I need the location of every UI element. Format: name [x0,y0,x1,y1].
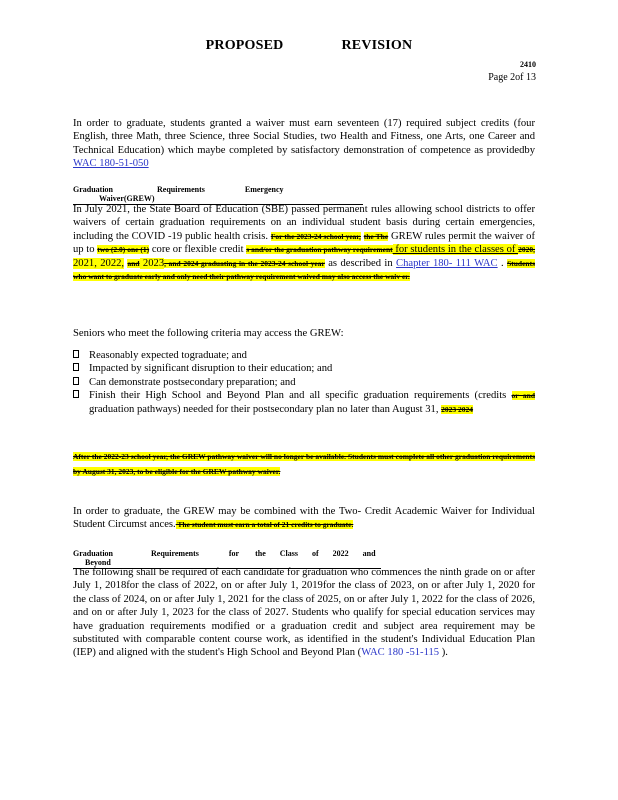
text-run: The following shall be required of each candidate for graduation who commences the ninth grade on or after July 1, 2018for the class of 2022, on or after July 1, 2019for the class of 2023, on or after July 1, 2020 for the class of 2024, on or after July 1, 2021 for the class of 2025, on or after July 1, 2022 for the class of 2026, and on or after July 1, 2023 for the class of 2027. Students who qualify for special education services may have graduation requirements modified or a graduation credit and subject area requirement may be substituted with comparable content course work, as identified in the student's Individual Education Plan (IEP) and aligned with the student's High School and Beyond Plan ( [73,567,535,659]
text-run: 2023 [139,257,165,269]
bullet-icon [73,363,79,371]
text-run: In order to graduate, the GREW may be combined with the Two- Credit Academic Waiver for Individual Student Circumst ances. [73,506,535,531]
list-item [73,389,535,416]
heading-word: of [312,549,319,558]
deleted-text: s and/or the graduation pathway requirement [246,245,393,255]
list-item-text: Impacted by significant disruption to their education; and [89,363,333,375]
heading-word: 2022 [332,549,349,558]
list-item [73,362,535,375]
list-item [73,349,535,362]
inserted-text: For the 2023-24 school year, [270,231,361,241]
paragraph-seniors-criteria: Seniors who meet the following criteria may access the GREW: [73,328,344,339]
deleted-text: After the 2022-23 school year, the GREW pathway waiver will no longer be available. Students must complete all other graduation requirements by August 31, 2023, to be eligible for the GREW pathway waiver. [73,452,535,476]
text-run: for students in the classes of [392,244,519,256]
text-run: as described in [324,257,397,269]
title-revision: REVISION [341,38,413,53]
list-item [73,376,535,389]
wac-180-51-050-link[interactable]: WAC 180-51-050 [73,158,149,170]
inserted-text: The student must earn a total of 21 credits to graduate. [175,520,354,530]
paragraph-waiver-credits [73,117,535,171]
text-run: core or flexible credit [149,244,244,256]
criteria-list [73,349,535,416]
heading-word: Waiver(GREW) [99,194,155,203]
wac-180-51-115-link[interactable]: WAC 180 -51-115 [361,647,440,659]
deleted-text: 2023 [441,404,457,414]
text-run: ). [439,647,448,659]
text-run: . [497,257,504,269]
heading-word: Emergency [244,185,284,194]
heading-word: Requirements [157,185,205,194]
heading-word: the [255,549,266,558]
paragraph-graduation-requirements [73,566,535,660]
deleted-text: 2020, [518,245,536,255]
section-heading-grew [73,185,363,205]
title-proposed: PROPOSED [205,38,284,53]
heading-word: for [228,549,240,558]
text-run: In July 2021, the State Board of Education (SBE) passed permanent rules allowing school districts to offer waivers of certain graduation requirements on an individual student basis during certain emergencies, including the COVID -19 public health crisis. [73,204,535,242]
deleted-text: two (2.0) one (1) [97,245,150,255]
heading-word: and [362,549,376,558]
paragraph-grew-pathway-ending [73,449,535,479]
paragraph-grew-rules [73,203,535,283]
list-item-text: Finish their High School and Beyond Plan and all specific graduation requirements (credits [89,390,512,402]
policy-number: 2410 [520,60,536,69]
heading-word: Graduation [73,549,114,558]
page-info [488,58,536,84]
heading-word: Requirements [151,549,199,558]
bullet-icon [73,350,79,358]
heading-word: Graduation [73,185,114,194]
bullet-icon [73,390,79,398]
list-item-text: Reasonably expected tograduate; and [89,350,247,361]
deleted-text: or and [511,391,536,401]
heading-word: Beyond [85,558,111,567]
page-title [0,38,618,54]
text-run: 2021, 2022, [73,257,125,269]
bullet-icon [73,377,79,385]
text-run: GREW rules permit the waiver of up to [73,230,535,256]
paragraph-text: In order to graduate, students granted a waiver must earn seventeen (17) required subject credits (four English, three Math, three Science, three Social Studies, two Health and Fitness, one Arts, one Career and Technical Education) which maybe completed by satisfactory demonstration of competence as providedby [73,118,535,156]
inserted-text: , and 2024 graduating in the 2023-24 school year [164,258,325,268]
deleted-text: Students who want to graduate early and only need their pathway requirement waived may also access the waiv er. [73,258,535,282]
list-item-text: graduation pathways) needed for their postsecondary plan no later than August 31, [89,403,442,415]
chapter-180-111-wac-link[interactable]: Chapter 180- 111 WAC [396,257,498,269]
paragraph-two-credit-waiver [73,505,535,532]
heading-word: Class [279,549,298,558]
deleted-text: the The [363,231,389,241]
inserted-text: 2024 [456,404,474,414]
list-item-text: Can demonstrate postsecondary preparation; and [89,376,296,388]
page-number: Page 2of 13 [488,72,536,83]
deleted-text: and [127,258,140,268]
